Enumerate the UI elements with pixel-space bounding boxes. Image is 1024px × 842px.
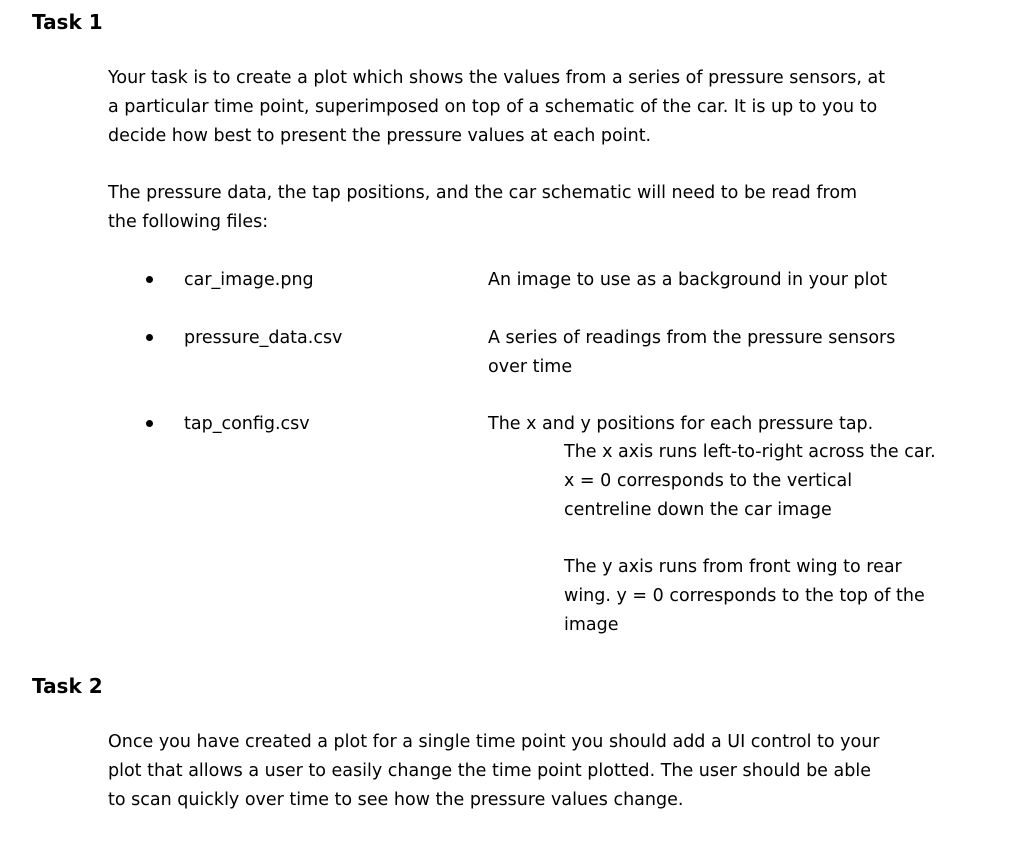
file-name: tap_config.csv [184,414,310,434]
task2-body-paragraph: Once you have created a plot for a single time point you should add a UI control to your plot that allows a user to easily change the time point plotted. The user should be able to scan quickly over time to see how the pressure values change. [108,732,880,810]
file-list-item [0,266,1024,326]
bullet-icon [146,334,153,341]
file-description: An image to use as a background in your plot [488,270,888,290]
task1-intro-paragraph: Your task is to create a plot which shows the values from a series of pressure sensors, at a particular time point, superimposed on top of a schematic of the car. It is up to you to decide how best to present the pressure values at each point. [108,68,886,146]
file-name: car_image.png [184,270,314,290]
files-intro-paragraph: The pressure data, the tap positions, and the car schematic will need to be read from the following files: [108,183,858,232]
file-list-item [0,324,1024,384]
file-description: The x and y positions for each pressure tap. [488,414,874,434]
file-name: pressure_data.csv [184,328,343,348]
task1-heading: Task 1 [32,10,103,34]
x-axis-note: The x axis runs left-to-right across the car. x = 0 corresponds to the vertical centreline down the car image [564,442,936,520]
task2-heading: Task 2 [32,674,103,698]
bullet-icon [146,276,153,283]
y-axis-note: The y axis runs from front wing to rear wing. y = 0 corresponds to the top of the image [564,557,925,635]
bullet-icon [146,420,153,427]
file-description: A series of readings from the pressure sensors over time [488,328,896,377]
